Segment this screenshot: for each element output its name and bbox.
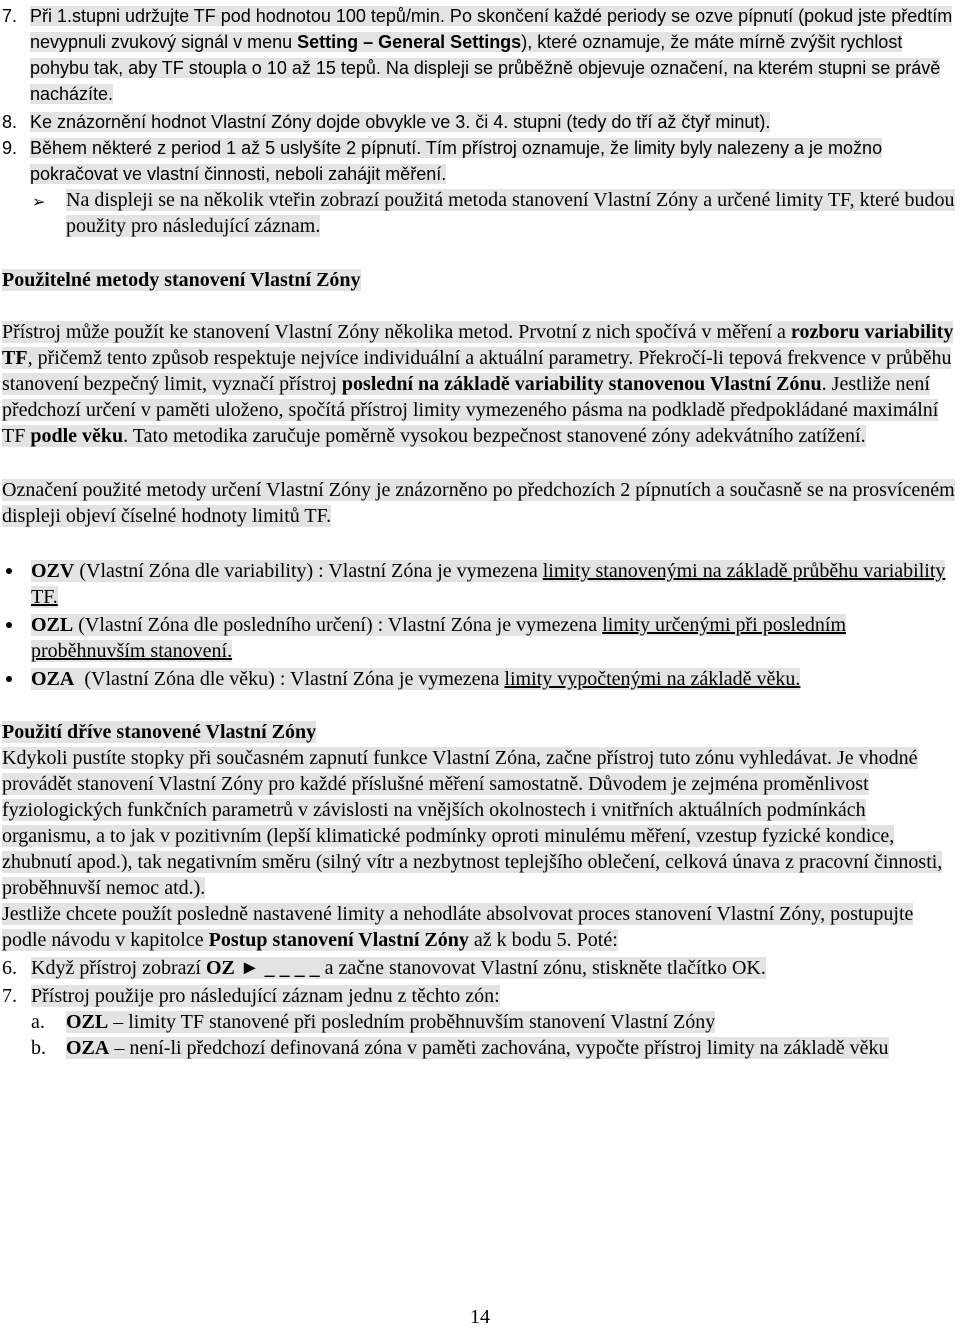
- bullet-text: OZV (Vlastní Zóna dle variability) : Vlastní Zóna je vymezena limity stanovenými na základě průběhu variability TF.: [31, 560, 946, 608]
- arrow-bullet-icon: ➢: [32, 192, 46, 211]
- previous-zone-instructions: Jestliže chcete použít posledně nastavené limity a nehodláte absolvovat proces stanovení Vlastní Zóny, postupujte podle návodu v kapitolce Postup stanovení Vlastní Zóny až k bodu 5. Poté:: [2, 903, 914, 951]
- bullet-text: OZL (Vlastní Zóna dle posledního určení) : Vlastní Zóna je vymezena limity určenými při posledním proběhnuvším stanovení.: [31, 614, 847, 662]
- method-bullet-ozv: [2, 558, 956, 610]
- step-8: [2, 109, 956, 135]
- step-text: Ke znázornění hodnot Vlastní Zóny dojde obvykle ve 3. či 4. stupni (tedy do tří až čtyř minut).: [30, 112, 771, 132]
- step-text: Během některé z period 1 až 5 uslyšíte 2 pípnutí. Tím přístroj oznamuje, že limity byly nalezeny a je možno pokračovat ve vlastní činnosti, neboli zahájit měření.: [30, 138, 883, 184]
- step-number: 9.: [2, 138, 18, 158]
- step-number: 8.: [2, 112, 18, 132]
- previous-zone-heading: Použití dříve stanovené Vlastní Zóny: [2, 721, 317, 743]
- oz-display-symbol: OZ ► _ _ _ _: [205, 957, 320, 979]
- page-number: 14: [470, 1306, 490, 1328]
- step-number: 7.: [2, 6, 18, 26]
- previous-zone-paragraph: Kdykoli pustíte stopky při současném zapnutí funkce Vlastní Zóna, začne přístroj tuto zónu vyhledávat. Je vhodné provádět stanovení Vlastní Zóny pro každé příslušné měření samostatně. Důvodem je zejména proměnlivost fyziologických funkčních parametrů v závislosti na vnějších okolnostech i vnitřních aktuálních podmínkách organismu, a to jak v pozitivním (lepší klimatické podmínky oproti minulému měření, vzestup fyzické kondice, zhubnutí apod.), tak negativním směru (silný vítr a nezbytnost teplejšího oblečení, celková únava z pracovní činnosti, proběhnuvší nemoc atd.).: [2, 747, 943, 899]
- previous-step-7: 7. Přístroj použije pro následující záznam jednu z těchto zón:: [2, 985, 500, 1007]
- settings-menu-path: Setting – General Settings: [297, 32, 522, 52]
- method-bullet-oza: [2, 666, 956, 692]
- sub-item-b: b. OZA – není-li předchozí definovaná zóna v paměti zachována, vypočte přístroj limity na základě věku: [31, 1037, 889, 1059]
- step-7: [2, 3, 956, 107]
- methods-heading: Použitelné metody stanovení Vlastní Zóny: [2, 269, 361, 291]
- bullet-dot-icon: [6, 676, 12, 682]
- bullet-text: OZA (Vlastní Zóna dle věku) : Vlastní Zóna je vymezena limity vypočtenými na základě věku.: [31, 668, 801, 690]
- methods-paragraph: Přístroj může použít ke stanovení Vlastní Zóny několika metod. Prvotní z nich spočívá v měření a rozboru variability TF, přičemž tento způsob respektuje nejvíce individuální a aktuální parametry. Překročí-li tepová frekvence v průběhu stanovení bezpečný limit, vyznačí přístroj poslední na základě variability stanovenou Vlastní Zónu. Jestliže není předchozí určení v paměti uloženo, spočítá přístroj limity vymezeného pásma na podkladě předpokládané maximální TF podle věku. Tato metodika zaručuje poměrně vysokou bezpečnost stanovené zóny adekvátního zatížení.: [2, 321, 954, 447]
- display-note: [2, 187, 956, 239]
- methods-paragraph-2: Označení použité metody určení Vlastní Zóny je znázorněno po předchozích 2 pípnutích a současně se na prosvíceném displeji objeví číselné hodnoty limitů TF.: [2, 479, 955, 527]
- bullet-dot-icon: [6, 568, 12, 574]
- bullet-dot-icon: [6, 622, 12, 628]
- sub-item-a: a. OZL – limity TF stanovené při posledním proběhnuvším stanovení Vlastní Zóny: [31, 1011, 716, 1033]
- step-text: Při 1.stupni udržujte TF pod hodnotou 100 tepů/min. Po skončení každé periody se ozve pípnutí (pokud jste předtím nevypnuli zvukový signál v menu Setting – General Settings), které oznamuje, že máte mírně zvýšit rychlost pohybu tak, aby TF stoupla o 10 až 15 tepů. Na displeji se průběžně objevuje označení, na kterém stupni se právě nacházíte.: [30, 6, 953, 104]
- method-bullet-ozl: [2, 612, 956, 664]
- step-9: [2, 135, 956, 187]
- note-text: Na displeji se na několik vteřin zobrazí použitá metoda stanovení Vlastní Zóny a určené limity TF, které budou použity pro následující záznam.: [66, 189, 955, 237]
- previous-step-6: 6. Když přístroj zobrazí OZ ► _ _ _ _ a začne stanovovat Vlastní zónu, stiskněte tlačítko OK.: [2, 957, 766, 979]
